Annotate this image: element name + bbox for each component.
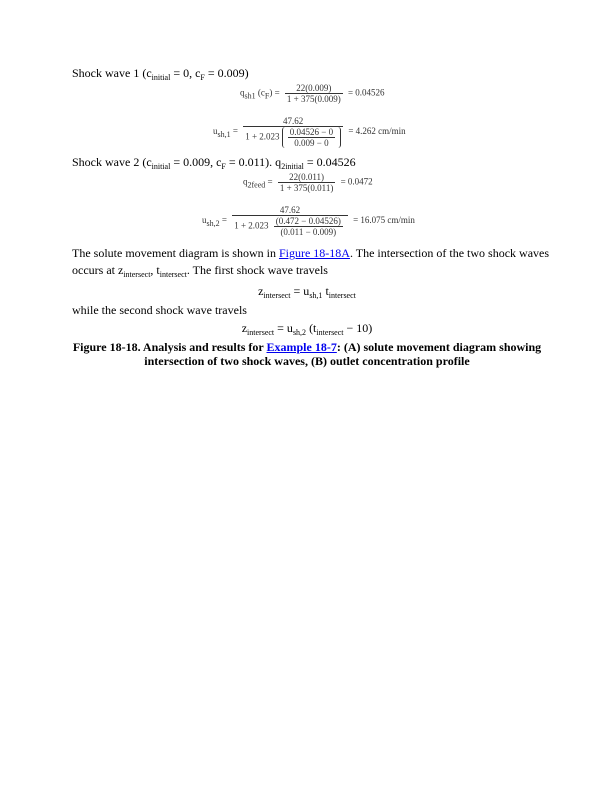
- figure-caption: Figure 18-18. Analysis and results for Example 18-7: (A) solute movement diagram showing intersection of two shock waves, (B) outlet concentration profile: [72, 340, 542, 368]
- paragraph-line-3: while the second shock wave travels: [72, 303, 247, 317]
- equation-u-sh1: $u_{sh,1}$ = 47.62 1 + 2.023 $\frac{0.04526 - 0}{0.009 - 0}$ = 4.262 cm/min: [213, 116, 406, 148]
- fraction: 47.62 1 + 2.023 $\frac{(0.472 - 0.04526)}{(0.011 - 0.009)}$: [232, 205, 348, 237]
- fraction: $\frac{22(0.011)}{1 + 375(0.011)}$: [279, 172, 334, 193]
- formula-first-shock: $z_{intersect} = u_{sh,1}$ $t_{intersect}$: [258, 284, 356, 300]
- fraction: $\frac{22(0.009)}{1 + 375(0.009)}$: [286, 83, 341, 104]
- shock-wave-1-heading: Shock wave 1 ($c_{initial} = 0$, $c_F = 0.009$): [72, 66, 249, 82]
- equation-u-sh2: $u_{sh,2}$ = 47.62 1 + 2.023 $\frac{(0.472 - 0.04526)}{(0.011 - 0.009)}$ = 16.075 cm/min: [202, 205, 415, 237]
- equation-q-2feed: $q_{2feed}$ = $\frac{22(0.011)}{1 + 375(0.011)}$ = 0.0472: [243, 172, 373, 193]
- paragraph-line-2: occurs at $z_{intersect}$, $t_{intersect}$. The first shock wave travels: [72, 263, 328, 279]
- equation-q-sh1: $q_{sh1}$ $(c_F)$ = $\frac{22(0.009)}{1 + 375(0.009)}$ = 0.04526: [240, 83, 385, 104]
- paragraph-line-1: The solute movement diagram is shown in Figure 18-18A. The intersection of the two shock waves: [72, 246, 550, 260]
- shock-wave-2-heading: Shock wave 2 ($c_{initial} = 0.009$, $c_F = 0.011$). $q_{2initial} = 0.04526$: [72, 155, 356, 171]
- fraction: 47.62 1 + 2.023 $\frac{0.04526 - 0}{0.009 - 0}$: [243, 116, 343, 148]
- formula-second-shock: $z_{intersect} = u_{sh,2}$ $(t_{intersect} - 10)$: [241, 321, 373, 337]
- figure-18-18a-link[interactable]: Figure 18-18A: [278, 246, 350, 260]
- bracket: $\frac{0.04526 - 0}{0.009 - 0}$: [282, 127, 341, 148]
- example-18-7-link[interactable]: Example 18-7: [266, 340, 337, 354]
